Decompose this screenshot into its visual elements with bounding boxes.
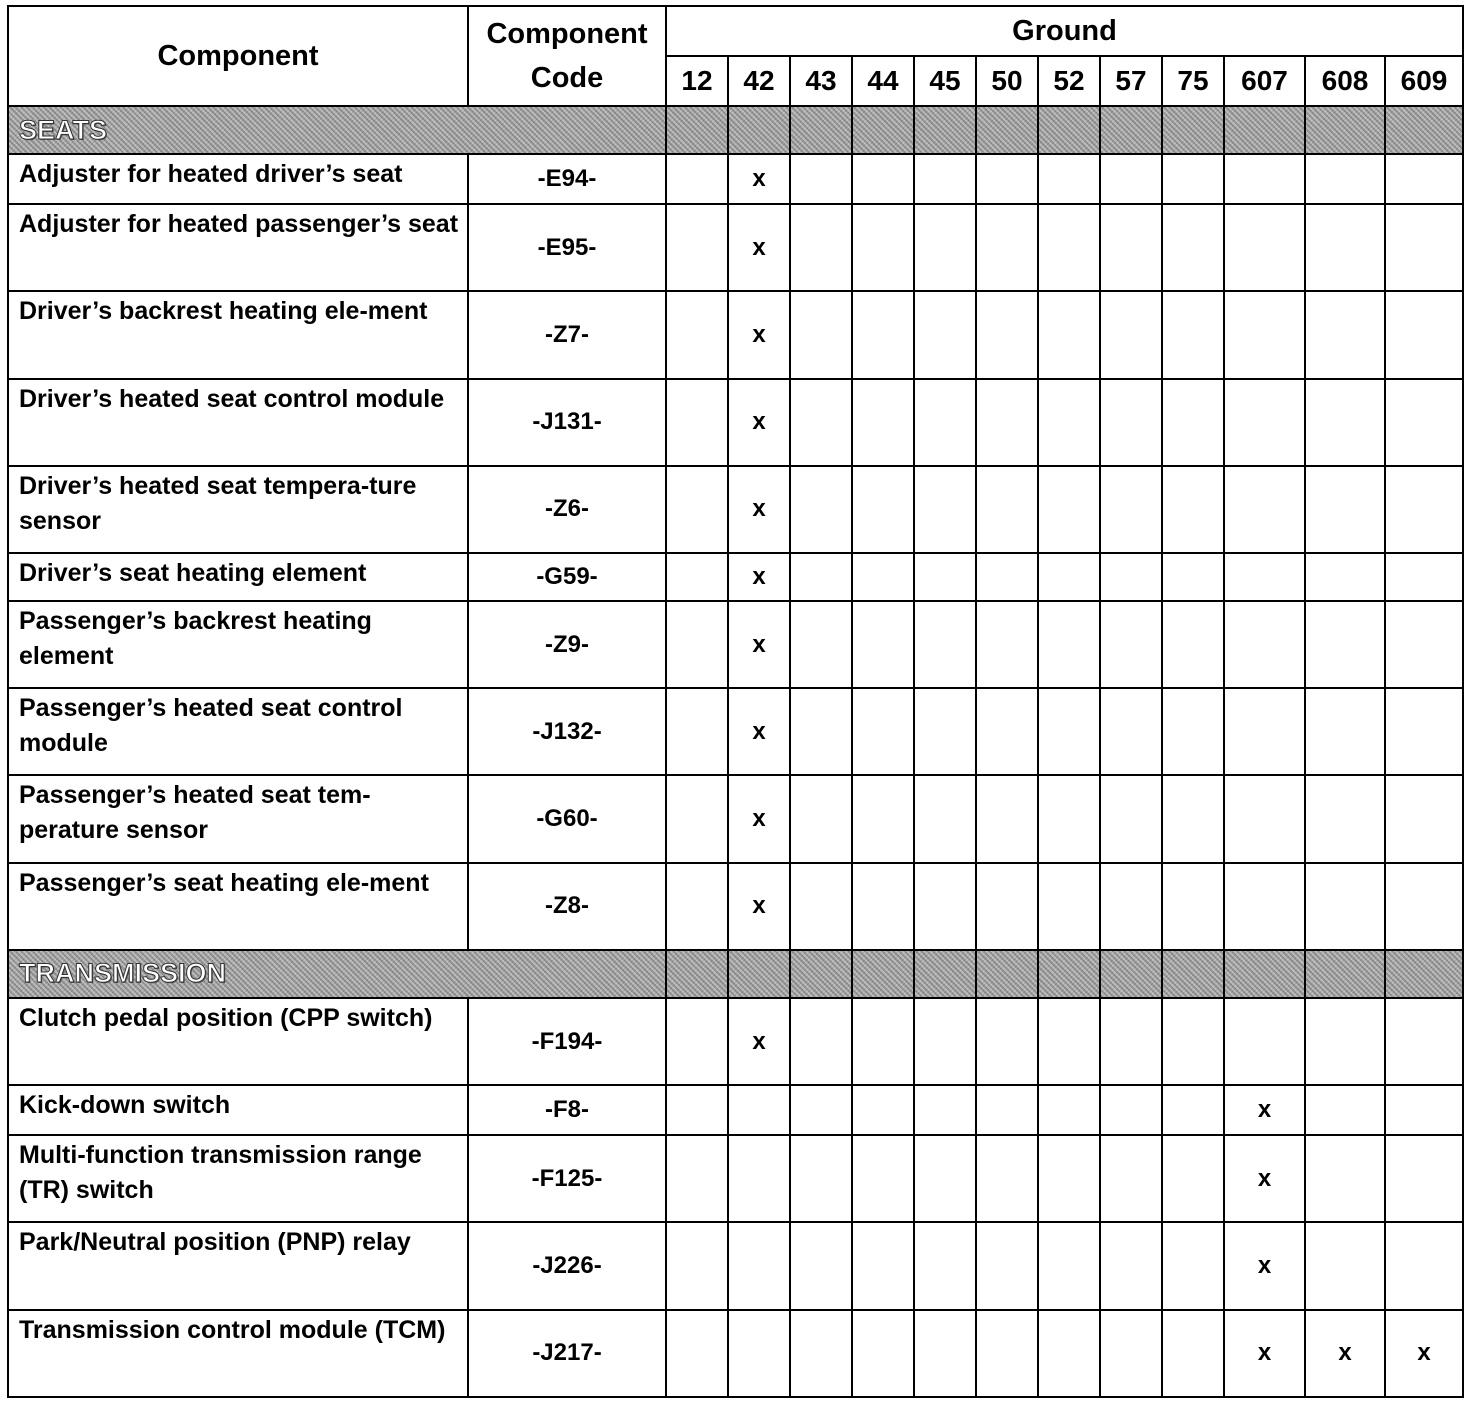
ground-header: Ground (666, 6, 1463, 56)
ground-mark (852, 998, 914, 1085)
ground-mark (728, 1085, 790, 1135)
ground-mark (790, 998, 852, 1085)
ground-mark: x (1305, 1310, 1385, 1397)
ground-number: 608 (1305, 56, 1385, 106)
ground-mark (1162, 1222, 1224, 1309)
ground-mark (852, 1135, 914, 1222)
ground-mark (1385, 601, 1463, 688)
component-code: -Z9- (468, 601, 666, 688)
ground-mark (1162, 688, 1224, 775)
ground-mark (914, 379, 976, 466)
ground-mark (1162, 775, 1224, 862)
ground-mark (1305, 775, 1385, 862)
ground-mark (666, 1310, 728, 1397)
ground-mark (790, 775, 852, 862)
table-row (8, 553, 1463, 601)
ground-number: 50 (976, 56, 1038, 106)
section-cell (1162, 950, 1224, 998)
ground-mark (1162, 998, 1224, 1085)
ground-mark (1224, 204, 1305, 291)
ground-mark (1038, 1222, 1100, 1309)
component-name: Clutch pedal position (CPP switch) (8, 998, 468, 1085)
component-name: Adjuster for heated driver’s seat (8, 154, 468, 204)
ground-mark (1224, 553, 1305, 601)
ground-mark (852, 204, 914, 291)
table-row (8, 466, 1463, 553)
section-label: TRANSMISSION (8, 950, 666, 998)
ground-mark (1305, 466, 1385, 553)
ground-mark (1038, 1135, 1100, 1222)
ground-mark (1038, 688, 1100, 775)
ground-mark (1385, 688, 1463, 775)
ground-mark (976, 466, 1038, 553)
ground-mark (914, 863, 976, 950)
ground-mark (1305, 553, 1385, 601)
section-cell (914, 950, 976, 998)
ground-mark: x (728, 379, 790, 466)
ground-mark (852, 601, 914, 688)
table-row (8, 863, 1463, 950)
ground-mark (976, 204, 1038, 291)
ground-mark (1224, 154, 1305, 204)
ground-mark (976, 998, 1038, 1085)
ground-mark (790, 601, 852, 688)
ground-mark (852, 154, 914, 204)
table-row (8, 154, 1463, 204)
ground-mark (790, 154, 852, 204)
ground-mark (1162, 863, 1224, 950)
ground-mark (666, 1222, 728, 1309)
ground-mark (1162, 154, 1224, 204)
ground-mark (852, 775, 914, 862)
ground-mark (1100, 775, 1162, 862)
ground-mark (790, 204, 852, 291)
ground-mark (976, 601, 1038, 688)
table-row (8, 1222, 1463, 1309)
ground-mark: x (1385, 1310, 1463, 1397)
section-cell (1224, 950, 1305, 998)
ground-mark (1305, 154, 1385, 204)
component-code: -Z6- (468, 466, 666, 553)
section-cell (976, 950, 1038, 998)
ground-mark (1038, 466, 1100, 553)
ground-mark (1305, 998, 1385, 1085)
ground-mark (1100, 998, 1162, 1085)
section-cell (1385, 106, 1463, 154)
ground-mark (1038, 998, 1100, 1085)
ground-mark (914, 998, 976, 1085)
section-cell (1038, 106, 1100, 154)
ground-mark (1162, 204, 1224, 291)
ground-mark (1100, 553, 1162, 601)
component-code: -J226- (468, 1222, 666, 1309)
ground-mark (976, 379, 1038, 466)
ground-mark (1385, 1222, 1463, 1309)
ground-mark (1305, 1222, 1385, 1309)
ground-mark (1385, 379, 1463, 466)
ground-mark (1038, 775, 1100, 862)
section-cell (1305, 106, 1385, 154)
ground-mark (976, 775, 1038, 862)
ground-mark (976, 154, 1038, 204)
ground-mark: x (1224, 1310, 1305, 1397)
ground-mark (1038, 1085, 1100, 1135)
section-row (8, 106, 1463, 154)
ground-mark (790, 1310, 852, 1397)
ground-number: 607 (1224, 56, 1305, 106)
ground-mark (666, 1085, 728, 1135)
ground-mark (790, 863, 852, 950)
ground-mark (1305, 1085, 1385, 1135)
section-cell (914, 106, 976, 154)
ground-number: 42 (728, 56, 790, 106)
ground-number: 43 (790, 56, 852, 106)
ground-mark (1038, 379, 1100, 466)
component-name: Driver’s heated seat control module (8, 379, 468, 466)
section-cell (728, 106, 790, 154)
component-code-header (468, 6, 666, 106)
component-name: Park/Neutral position (PNP) relay (8, 1222, 468, 1309)
section-row (8, 950, 1463, 998)
section-cell (1100, 106, 1162, 154)
section-cell (728, 950, 790, 998)
ground-mark (852, 291, 914, 378)
ground-mark (914, 204, 976, 291)
ground-mark (1385, 204, 1463, 291)
ground-mark (1100, 1135, 1162, 1222)
ground-mark (790, 688, 852, 775)
table-row (8, 291, 1463, 378)
ground-mark (790, 466, 852, 553)
ground-mark (976, 1135, 1038, 1222)
ground-mark: x (728, 688, 790, 775)
ground-mark (1385, 775, 1463, 862)
ground-mark (1162, 1085, 1224, 1135)
ground-mark (914, 775, 976, 862)
ground-mark (666, 775, 728, 862)
ground-mark (1038, 1310, 1100, 1397)
component-code-header-line1: Component (486, 18, 648, 50)
ground-mark (1305, 1135, 1385, 1222)
ground-number: 52 (1038, 56, 1100, 106)
ground-mark (914, 1085, 976, 1135)
ground-mark (666, 601, 728, 688)
section-cell (666, 950, 728, 998)
component-code: -E94- (468, 154, 666, 204)
ground-mark (852, 1310, 914, 1397)
ground-mark (976, 553, 1038, 601)
component-code: -G60- (468, 775, 666, 862)
ground-mark: x (728, 204, 790, 291)
table-row (8, 1135, 1463, 1222)
component-code: -F8- (468, 1085, 666, 1135)
component-name: Passenger’s seat heating ele-ment (8, 863, 468, 950)
ground-mark (1038, 291, 1100, 378)
ground-mark (1305, 291, 1385, 378)
ground-mark: x (728, 775, 790, 862)
ground-mark (1305, 379, 1385, 466)
ground-mark (1100, 466, 1162, 553)
component-header: Component (8, 6, 468, 106)
component-name: Driver’s seat heating element (8, 553, 468, 601)
ground-mark: x (1224, 1222, 1305, 1309)
ground-mark (852, 863, 914, 950)
ground-mark (976, 1310, 1038, 1397)
component-code: -G59- (468, 553, 666, 601)
component-name: Kick-down switch (8, 1085, 468, 1135)
component-name: Passenger’s heated seat tem-perature sensor (8, 775, 468, 862)
ground-mark (914, 1222, 976, 1309)
ground-number: 12 (666, 56, 728, 106)
ground-mark (666, 291, 728, 378)
ground-mark (1100, 291, 1162, 378)
ground-mark: x (728, 863, 790, 950)
ground-mark (1038, 553, 1100, 601)
ground-mark (666, 379, 728, 466)
table-row (8, 775, 1463, 862)
ground-mark (976, 1222, 1038, 1309)
ground-mark (1305, 863, 1385, 950)
ground-mark: x (728, 998, 790, 1085)
section-label: SEATS (8, 106, 666, 154)
ground-mark (1385, 553, 1463, 601)
table-row (8, 1310, 1463, 1397)
ground-mark (1224, 863, 1305, 950)
ground-mark (914, 1135, 976, 1222)
ground-mark (1038, 204, 1100, 291)
ground-mark (1305, 688, 1385, 775)
ground-mark (1100, 1085, 1162, 1135)
ground-mark: x (1224, 1135, 1305, 1222)
component-code: -J217- (468, 1310, 666, 1397)
component-name: Multi-function transmission range (TR) switch (8, 1135, 468, 1222)
ground-mark (976, 1085, 1038, 1135)
ground-mark (852, 379, 914, 466)
ground-mark (1162, 601, 1224, 688)
ground-mark (852, 553, 914, 601)
ground-mark (728, 1222, 790, 1309)
table-row (8, 379, 1463, 466)
ground-mark (1305, 204, 1385, 291)
ground-mark (1385, 154, 1463, 204)
ground-mark (1162, 553, 1224, 601)
ground-mark (914, 154, 976, 204)
ground-mark (666, 204, 728, 291)
component-name: Driver’s heated seat tempera-ture sensor (8, 466, 468, 553)
ground-mark (790, 1222, 852, 1309)
component-code: -J132- (468, 688, 666, 775)
ground-mark (1100, 1310, 1162, 1397)
ground-mark (1224, 379, 1305, 466)
ground-mark (1224, 291, 1305, 378)
ground-mark (1162, 466, 1224, 553)
section-cell (1385, 950, 1463, 998)
ground-mark (1038, 154, 1100, 204)
ground-mark (790, 1135, 852, 1222)
component-name: Transmission control module (TCM) (8, 1310, 468, 1397)
ground-mark (728, 1135, 790, 1222)
ground-mark (666, 466, 728, 553)
ground-mark (1385, 863, 1463, 950)
component-name: Adjuster for heated passenger’s seat (8, 204, 468, 291)
ground-number: 44 (852, 56, 914, 106)
ground-table (7, 5, 1464, 1398)
ground-mark: x (728, 154, 790, 204)
ground-mark (1162, 1310, 1224, 1397)
section-cell (790, 950, 852, 998)
ground-mark (1100, 154, 1162, 204)
ground-mark (666, 863, 728, 950)
ground-mark (976, 863, 1038, 950)
ground-mark (1224, 998, 1305, 1085)
ground-mark (1100, 379, 1162, 466)
component-name: Passenger’s heated seat control module (8, 688, 468, 775)
ground-mark (666, 1135, 728, 1222)
ground-mark (1100, 1222, 1162, 1309)
ground-mark (976, 291, 1038, 378)
ground-mark: x (1224, 1085, 1305, 1135)
ground-mark (852, 688, 914, 775)
ground-mark (852, 1085, 914, 1135)
ground-mark (1385, 1135, 1463, 1222)
table-row (8, 204, 1463, 291)
ground-mark (1385, 998, 1463, 1085)
ground-mark (1224, 601, 1305, 688)
ground-mark (1385, 466, 1463, 553)
component-code: -E95- (468, 204, 666, 291)
section-cell (852, 106, 914, 154)
ground-mark (666, 154, 728, 204)
ground-mark (1224, 688, 1305, 775)
ground-number: 75 (1162, 56, 1224, 106)
component-code-header-line2: Code (530, 62, 604, 94)
ground-mark (914, 466, 976, 553)
ground-mark (914, 553, 976, 601)
ground-mark (1100, 204, 1162, 291)
component-code: -F194- (468, 998, 666, 1085)
component-code: -Z7- (468, 291, 666, 378)
section-cell (976, 106, 1038, 154)
ground-mark (1038, 863, 1100, 950)
table-row (8, 1085, 1463, 1135)
ground-mark (1162, 379, 1224, 466)
ground-number: 57 (1100, 56, 1162, 106)
section-cell (852, 950, 914, 998)
section-cell (1224, 106, 1305, 154)
ground-mark: x (728, 553, 790, 601)
ground-mark (666, 553, 728, 601)
table-row (8, 688, 1463, 775)
ground-mark (852, 1222, 914, 1309)
ground-mark (1305, 601, 1385, 688)
ground-mark (1224, 775, 1305, 862)
section-cell (1305, 950, 1385, 998)
ground-mark (1162, 1135, 1224, 1222)
section-cell (1038, 950, 1100, 998)
ground-mark (666, 688, 728, 775)
ground-mark (1100, 688, 1162, 775)
ground-mark (790, 553, 852, 601)
ground-mark (1100, 863, 1162, 950)
ground-mark (852, 466, 914, 553)
ground-number: 609 (1385, 56, 1463, 106)
table-row (8, 998, 1463, 1085)
component-code: -Z8- (468, 863, 666, 950)
component-name: Passenger’s backrest heating element (8, 601, 468, 688)
table-row (8, 601, 1463, 688)
table-body (8, 106, 1463, 1397)
ground-number: 45 (914, 56, 976, 106)
ground-mark (914, 1310, 976, 1397)
ground-mark (914, 601, 976, 688)
ground-mark (1100, 601, 1162, 688)
section-cell (1100, 950, 1162, 998)
ground-mark (1038, 601, 1100, 688)
ground-mark: x (728, 466, 790, 553)
ground-mark (790, 379, 852, 466)
section-cell (666, 106, 728, 154)
ground-mark (1385, 1085, 1463, 1135)
ground-mark: x (728, 601, 790, 688)
ground-mark (790, 291, 852, 378)
ground-mark (1224, 466, 1305, 553)
ground-mark (976, 688, 1038, 775)
ground-mark (914, 291, 976, 378)
section-cell (1162, 106, 1224, 154)
component-code: -J131- (468, 379, 666, 466)
ground-mark (728, 1310, 790, 1397)
ground-mark (1385, 291, 1463, 378)
component-code: -F125- (468, 1135, 666, 1222)
ground-mark: x (728, 291, 790, 378)
ground-mark (914, 688, 976, 775)
section-cell (790, 106, 852, 154)
ground-mark (666, 998, 728, 1085)
ground-mark (1162, 291, 1224, 378)
ground-mark (790, 1085, 852, 1135)
component-name: Driver’s backrest heating ele-ment (8, 291, 468, 378)
